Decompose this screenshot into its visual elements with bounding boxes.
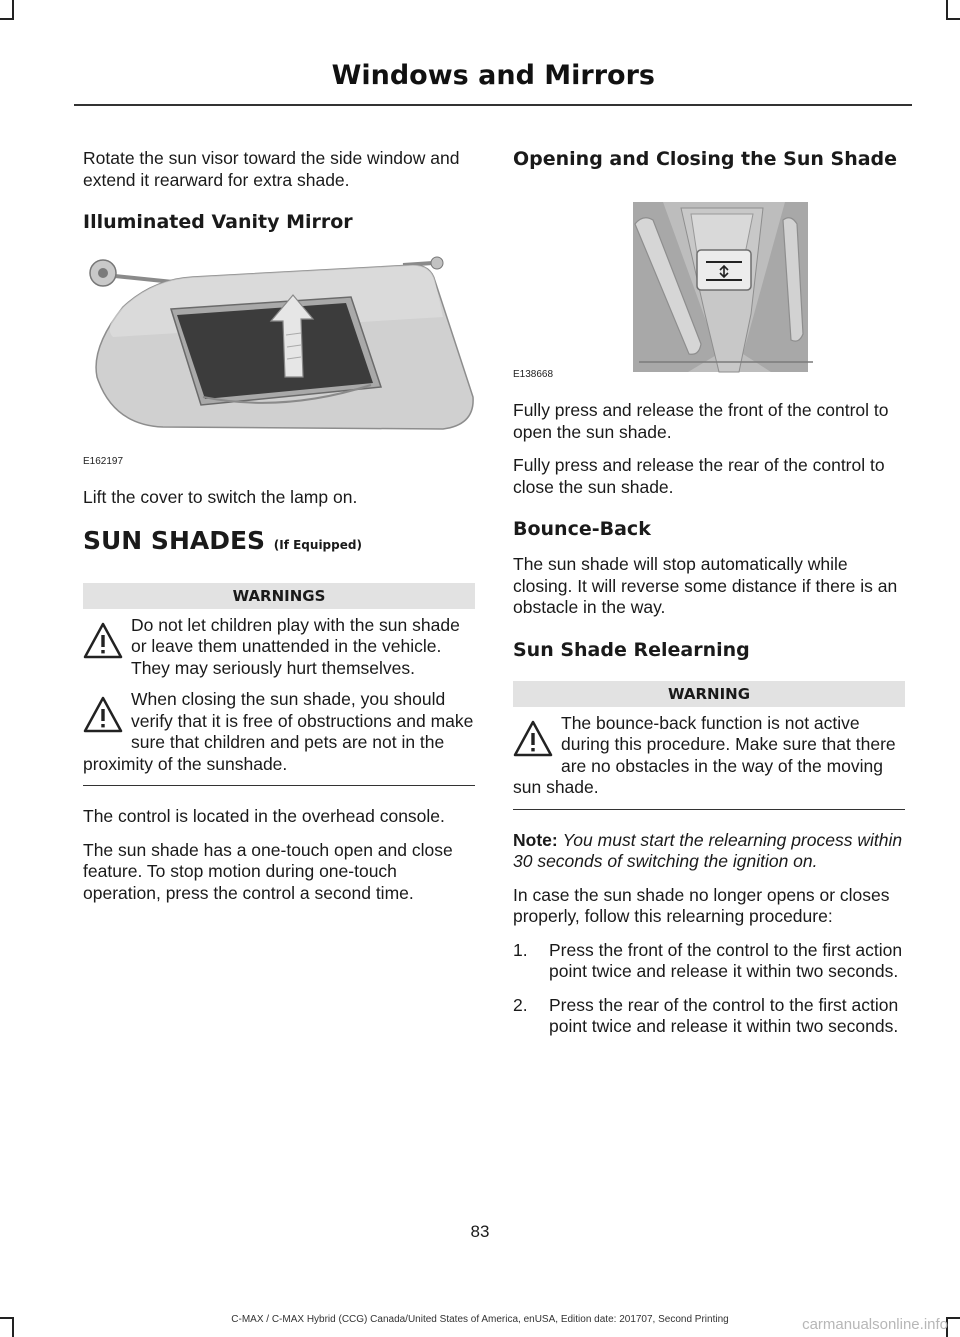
warning-rule bbox=[513, 809, 905, 810]
sun-visor-illustration bbox=[83, 247, 475, 469]
note-label: Note: bbox=[513, 829, 558, 850]
header-rule bbox=[74, 104, 912, 106]
overhead-control-illustration bbox=[513, 184, 905, 382]
vanity-mirror-figure bbox=[83, 247, 475, 469]
figure-code: E162197 bbox=[83, 456, 124, 467]
lamp-text: Lift the cover to switch the lamp on. bbox=[83, 487, 358, 507]
section-title: SUN SHADES bbox=[83, 525, 266, 555]
warning-rule bbox=[83, 785, 475, 786]
close-text: Fully press and release the rear of the control to close the sun shade. bbox=[513, 455, 885, 497]
warning-triangle-icon bbox=[83, 621, 123, 661]
one-touch-text: The sun shade has a one-touch open and close feature. To stop motion during one-touch operation, press the control a second time. bbox=[83, 839, 453, 903]
step-text: Press the front of the control to the first action point twice and release it within two seconds. bbox=[549, 939, 903, 981]
intro-text: Rotate the sun visor toward the side window and extend it rearward for extra shade. bbox=[83, 148, 460, 190]
procedure-step bbox=[513, 940, 905, 983]
warning-item bbox=[83, 689, 475, 775]
sun-shades-heading bbox=[83, 527, 475, 559]
warning-triangle-icon bbox=[513, 719, 553, 759]
page-title: Windows and Mirrors bbox=[331, 60, 655, 91]
warning-heading: WARNING bbox=[513, 681, 905, 707]
procedure-step bbox=[513, 995, 905, 1038]
crop-mark bbox=[0, 18, 14, 20]
step-number: 2. bbox=[513, 994, 528, 1015]
relearn-intro: In case the sun shade no longer opens or closes properly, follow this relearning procedure: bbox=[513, 884, 890, 926]
figure-code: E138668 bbox=[513, 369, 554, 380]
vanity-mirror-heading: Illuminated Vanity Mirror bbox=[83, 211, 353, 233]
warning-item bbox=[83, 615, 475, 680]
note-text: You must start the relearning process within 30 seconds of switching the ignition on. bbox=[513, 829, 903, 871]
crop-mark bbox=[12, 0, 14, 20]
right-column bbox=[513, 148, 905, 1050]
section-qualifier: (If Equipped) bbox=[273, 537, 362, 552]
warning-text: The bounce-back function is not active during this procedure. Make sure that there are no obstacles in the way of the moving sun shade. bbox=[513, 712, 896, 797]
bounce-back-text: The sun shade will stop automatically while closing. It will reverse some distance if there is an obstacle in the way. bbox=[513, 554, 898, 617]
relearning-heading: Sun Shade Relearning bbox=[513, 638, 750, 661]
crop-mark bbox=[946, 18, 960, 20]
page-number: 83 bbox=[470, 1222, 490, 1241]
warning-text: When closing the sun shade, you should verify that it is free of obstructions and make sure that children and pets are not in the proximity of the sunshade. bbox=[83, 689, 474, 774]
step-number: 1. bbox=[513, 939, 528, 960]
crop-mark bbox=[946, 0, 948, 20]
open-close-heading: Opening and Closing the Sun Shade bbox=[513, 148, 898, 170]
footer-text: C-MAX / C-MAX Hybrid (CCG) Canada/United States of America, enUSA, Edition date: 201707, Second Printing bbox=[231, 1314, 729, 1325]
bounce-back-heading: Bounce-Back bbox=[513, 518, 651, 540]
warning-triangle-icon bbox=[83, 695, 123, 735]
step-text: Press the rear of the control to the first action point twice and release it within two seconds. bbox=[549, 994, 899, 1036]
left-column bbox=[83, 148, 475, 916]
sun-shade-control-figure bbox=[513, 184, 905, 382]
warning-text: Do not let children play with the sun shade or leave them unattended in the vehicle. They may seriously hurt themselves. bbox=[131, 614, 460, 678]
warning-item bbox=[513, 713, 905, 799]
warnings-heading: WARNINGS bbox=[83, 583, 475, 609]
watermark: carmanualsonline.info bbox=[802, 1316, 948, 1333]
note-paragraph bbox=[513, 830, 905, 873]
control-location-text: The control is located in the overhead console. bbox=[83, 806, 445, 826]
open-text: Fully press and release the front of the control to open the sun shade. bbox=[513, 400, 889, 442]
